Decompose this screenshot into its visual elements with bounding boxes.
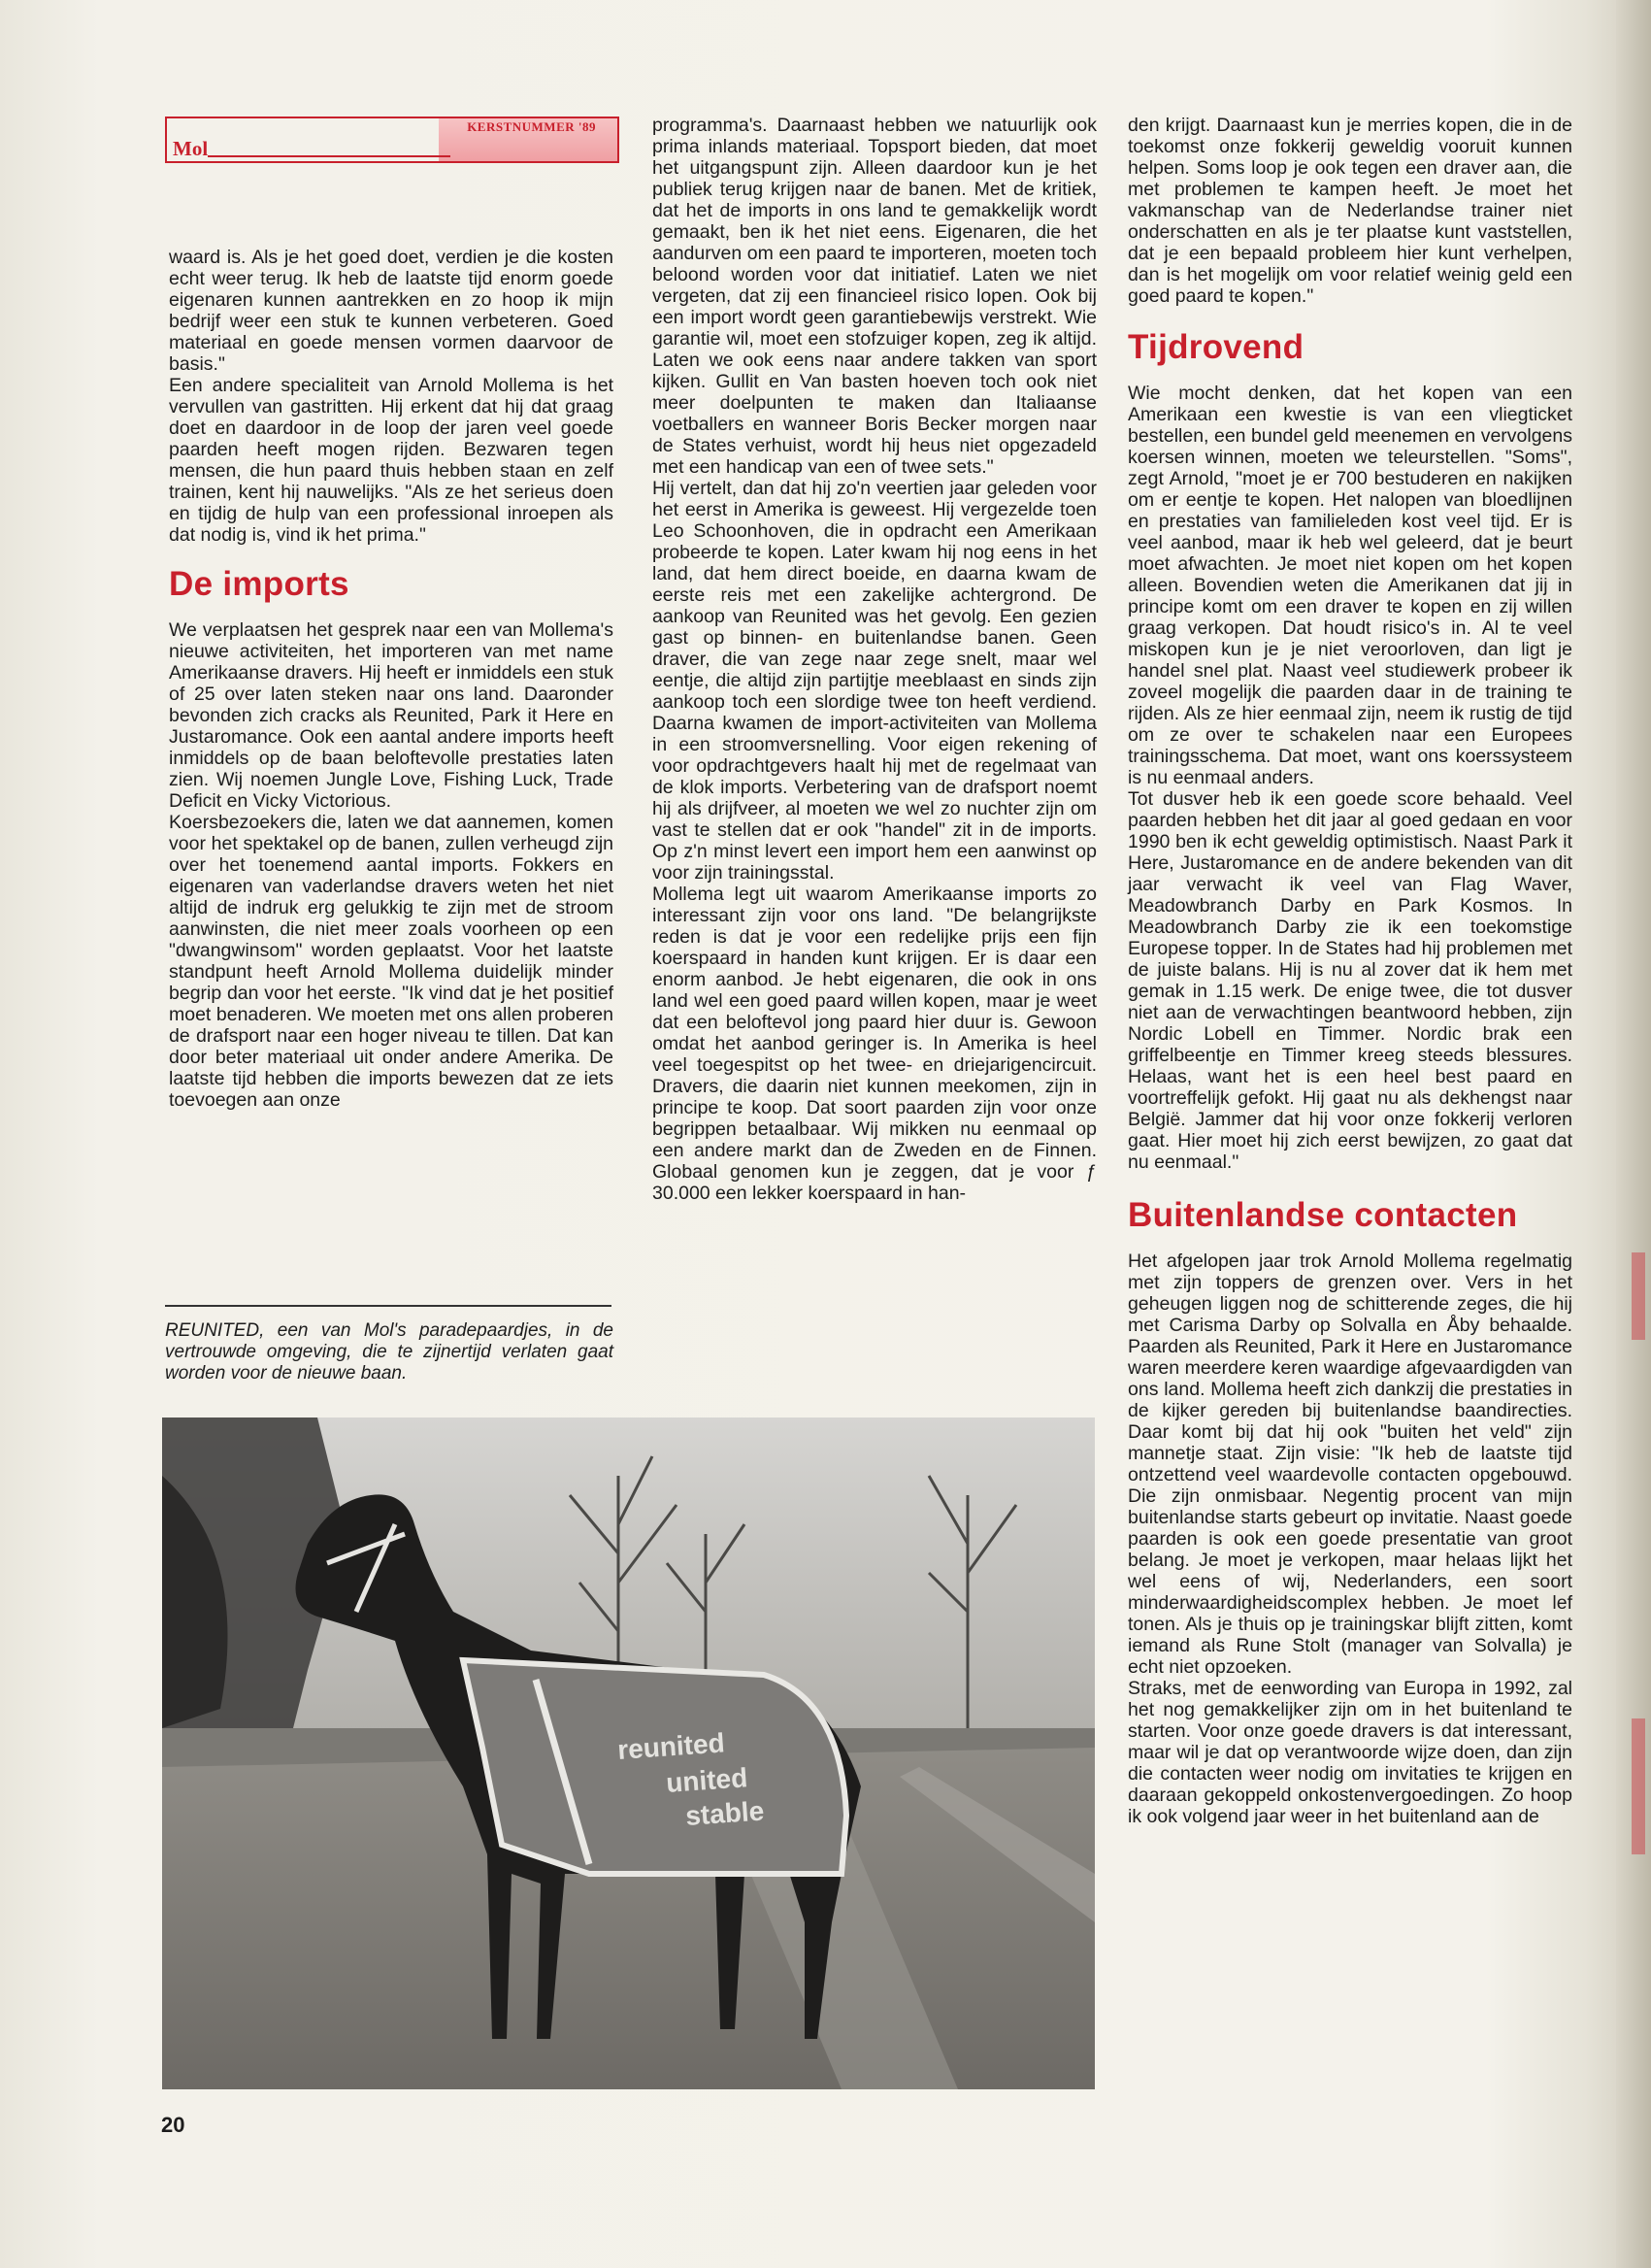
header-rule (208, 155, 450, 157)
section-heading: Tijdrovend (1128, 328, 1304, 366)
edge-color-strip (1632, 1718, 1645, 1854)
section-header (165, 117, 619, 163)
section-heading: De imports (169, 565, 349, 603)
column-1 (169, 247, 613, 1111)
page-number: 20 (161, 2113, 185, 2137)
photo-caption: REUNITED, een van Mol's paradepaardjes, in de vertrouwde omgeving, die te zijnertijd verlaten gaat worden voor de nieuwe baan. (165, 1320, 613, 1384)
issue-label: KERSTNUMMER '89 (467, 119, 596, 134)
paragraph: Straks, met de eenwording van Europa in 1992, zal het nog gemakkelijker zijn om in het buitenland te starten. Voor onze goede dravers is dat interessant, maar wil je dat op verantwoorde wijze doen, dan zijn die contacten weer nodig om invitaties te krijgen en daaraan gekoppeld onkostenvergoedingen. Zo hoop ik ook volgend jaar weer in het buitenland aan de (1128, 1678, 1572, 1827)
blanket-text: united (665, 1762, 749, 1798)
paragraph: Een andere specialiteit van Arnold Mollema is het vervullen van gastritten. Hij erkent dat hij dat graag doet en daardoor in de loop der jaren veel goede paarden heeft mogen rijden. Bezwaren tegen mensen, die hun paard thuis hebben staan en zelf trainen, kent hij nauwelijks. "Als ze het serieus doen en tijdig de hulp van een professional inroepen als dat nodig is, vind ik het prima." (169, 375, 613, 546)
edge-color-strip (1632, 1252, 1645, 1340)
section-heading: Buitenlandse contacten (1128, 1196, 1518, 1234)
paragraph: den krijgt. Daarnaast kun je merries kopen, die in de toekomst onze fokkerij geweldig vooruit kunnen helpen. Soms loop je ook tegen een draver aan, die met problemen te kampen heeft. Je moet het vakmanschap van de Nederlandse trainer niet onderschatten en als je ter plaatse kunt vaststellen, dat je een bepaald probleem hier kunt verhelpen, dan is het mogelijk om voor relatief weinig geld een goed paard te kopen." (1128, 115, 1572, 307)
paragraph: Wie mocht denken, dat het kopen van een Amerikaan een kwestie is van een vliegticket bestellen, een bundel geld meenemen en vervolgens koersen winnen, moeten we teleurstellen. "Soms", zegt Arnold, "moet je er 700 bestuderen en nakijken om er eentje te kopen. Het nalopen van bloedlijnen en prestaties van familieleden kost veel tijd. Er is veel aanbod, maar ik heb wel geleerd, dat je beurt moet afwachten. Je moet niet kopen om het kopen alleen. Bovendien weten die Amerikanen dat jij in principe komt om een draver te kopen en zij willen graag verkopen. Dat houdt risico's in. Al te veel miskopen kun je je niet veroorloven, dan ligt je handel snel plat. Naast veel studiewerk probeer ik zoveel mogelijk die paarden daar in de training te rijden. Als ze hier eenmaal zijn, neem ik rustig de tijd om ze over te schakelen naar een Europees trainingsschema. Dat moet, want ons koerssysteem is nu eenmaal anders. (1128, 383, 1572, 788)
paragraph: Mollema legt uit waarom Amerikaanse imports zo interessant zijn voor ons land. "De belangrijkste reden is dat je voor een redelijke prijs een fijn koerspaard in handen kunt krijgen. Er is daar een enorm aanbod. Je hebt eigenaren, die ook in ons land wel een goed paard willen kopen, maar je weet dat een beloftevol jong paard hier duur is. Gewoon omdat het aanbod geringer is. In Amerika is heel veel toegespitst op het twee- en driejarigencircuit. Dravers, die daarin niet kunnen meekomen, zijn in principe te koop. Dat soort paarden zijn voor onze begrippen betaalbaar. Wij mikken nu eenmaal op een andere markt dan de Zweden en de Finnen. Globaal genomen kun je zeggen, dat je voor ƒ 30.000 een lekker koerspaard in han- (652, 884, 1097, 1204)
paragraph: programma's. Daarnaast hebben we natuurlijk ook prima inlands materiaal. Topsport bieden, dat moet het uitgangspunt zijn. Alleen daardoor kun je het publiek terug krijgen naar de banen. Met de kritiek, dat het de imports in ons land te gemakkelijk wordt gemaakt, ben ik het niet eens. Eigenaren, die het aandurven om een paard te importeren, moeten toch beloond worden voor dat initiatief. Laten we niet vergeten, dat zij een financieel risico lopen. Ook bij een import wordt geen garantiebewijs verstrekt. Wie garantie wil, moet een stofzuiger kopen, zeg ik altijd. Laten we ook eens naar andere takken van sport kijken. Gullit en Van basten hoeven toch ook niet meer doelpunten te maken dan Italiaanse voetballers en wanneer Boris Becker morgen naar de States verhuist, wordt hij heus niet opgezadeld met een handicap van een of twee sets." (652, 115, 1097, 478)
section-label: Mol (173, 137, 209, 160)
paragraph: Koersbezoekers die, laten we dat aannemen, komen voor het spektakel op de banen, zullen verheugd zijn over het toenemend aantal imports. Fokkers en eigenaren van vaderlandse dravers weten het niet altijd de indruk erg gelukkig te zijn met de stroom aanwinsten, die niet meer zoals voorheen op een "dwangwinsom" worden geplaatst. Voor het laatste standpunt heeft Arnold Mollema duidelijk minder begrip dan voor het eerste. "Ik vind dat je het positief moet benaderen. We moeten met ons allen proberen de drafsport naar een hoger niveau te tillen. Dat kan door beter materiaal uit onder andere Amerika. De laatste tijd hebben die imports bewezen dat ze iets toevoegen aan onze (169, 812, 613, 1111)
blanket-text: reunited (616, 1727, 726, 1765)
horse-photo (162, 1418, 1095, 2089)
horse-blanket (463, 1660, 846, 1874)
paragraph: Hij vertelt, dan dat hij zo'n veertien jaar geleden voor het eerst in Amerika is geweest. Hij vergezelde toen Leo Schoonhoven, die in opdracht een Amerikaan probeerde te kopen. Later kwam hij nog eens in het land, dat hem direct boeide, en daarna kwam de eerste reis met een zakelijke achtergrond. De aankoop van Reunited was het gevolg. Een gezien gast op binnen- en buitenlandse banen. Geen draver, die van zege naar zege snelt, maar wel eentje, die altijd zijn partijtje meeblaast en sinds zijn aankoop toch een slordige twee ton heeft verdiend. Daarna kwamen de import-activiteiten van Mollema in een stroomversnelling. Voor eigen rekening of voor opdrachtgevers haalt hij met de regelmaat van de klok imports. Verbetering van de drafsport noemt hij als drijfveer, al moeten we wel zo nuchter zijn om vast te stellen dat er ook "handel" zit in de imports. Op z'n minst levert een import hem een aanwinst op voor zijn trainingsstal. (652, 478, 1097, 884)
column-2 (652, 115, 1097, 1204)
paragraph: Tot dusver heb ik een goede score behaald. Veel paarden hebben het dit jaar al goed gedaan en voor 1990 ben ik echt geweldig optimistisch. Naast Park it Here, Justaromance en de andere bekenden van dit jaar verwacht ik veel van Flag Waver, Meadowbranch Darby en Park Kosmos. In Meadowbranch Darby zie ik een toekomstige Europese topper. In de States had hij problemen met de juiste balans. Hij is nu al zover dat ik hem met gemak in 1.15 werk. De enige twee, die tot dusver niet aan de verwachtingen beantwoord hebben, zijn Nordic Lobell en Timmer. Nordic brak een griffelbeentje en Timmer kreeg steeds blessures. Helaas, want het is een heel best paard en voortreffelijk gefokt. Hij gaat nu als dekhengst naar België. Jammer dat hij voor onze fokkerij verloren gaat. Hier moet hij zich eerst bewijzen, zo gaat dat nu eenmaal." (1128, 788, 1572, 1173)
blanket-text: stable (684, 1795, 766, 1831)
caption-rule (165, 1305, 611, 1307)
paragraph: waard is. Als je het goed doet, verdien je die kosten echt weer terug. Ik heb de laatste tijd enorm goede eigenaren kunnen aantrekken en zo hoop ik mijn bedrijf weer een stuk te kunnen verbeteren. Goed materiaal en goede mensen vormen daarvoor de basis." (169, 247, 613, 375)
page-edge (1616, 0, 1651, 2268)
column-3 (1128, 115, 1572, 1827)
paragraph: We verplaatsen het gesprek naar een van Mollema's nieuwe activiteiten, het importeren van met name Amerikaanse dravers. Hij heeft er inmiddels een stuk of 25 over laten steken naar ons land. Daaronder bevonden zich cracks als Reunited, Park it Here en Justaromance. Ook een aantal andere imports heeft inmiddels op de baan beloftevolle prestaties laten zien. Wij noemen Jungle Love, Fishing Luck, Trade Deficit en Vicky Victorious. (169, 619, 613, 812)
paragraph: Het afgelopen jaar trok Arnold Mollema regelmatig met zijn toppers de grenzen over. Vers in het geheugen liggen nog de schitterende zeges, die hij met Carisma Darby op Solvalla en Åby behaalde. Paarden als Reunited, Park it Here en Justaromance waren meerdere keren waardige afgevaardigden van ons land. Mollema heeft zich dankzij die prestaties in de kijker gereden bij buitenlandse baandirecties. Daar komt bij dat hij ook "buiten het veld" zijn mannetje staat. Zijn visie: "Ik heb de laatste tijd ontzettend veel waardevolle contacten opgebouwd. Die zijn onmisbaar. Negentig procent van mijn buitenlandse starts gebeurt op invitatie. Naast goede paarden is ook een goede presentatie van groot belang. Je moet je verkopen, maar helaas lijkt het wel eens of wij, Nederlanders, een soort minderwaardigheidscomplex hebben. Je moet lef tonen. Als je thuis op je trainingskar blijft zitten, komt iemand als Rune Stolt (manager van Solvalla) je echt niet opzoeken. (1128, 1251, 1572, 1678)
